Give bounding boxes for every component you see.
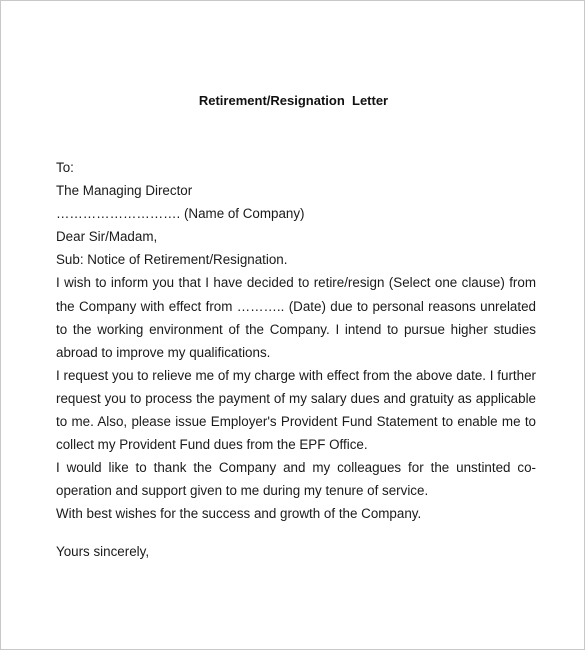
company-name-line: ………………………. (Name of Company) [56,206,305,222]
closing-wish: With best wishes for the success and growth of the Company. [56,506,422,522]
paragraph-2-line-1: I request you to relieve me of my charge with effect from the above date. I further [56,367,536,383]
paragraph-1-line-1: I wish to inform you that I have decided to retire/resign (Select one clause) from [56,275,536,291]
salutation: Dear Sir/Madam, [56,229,158,245]
subject-line: Sub: Notice of Retirement/Resignation. [56,252,288,268]
letter-title: Retirement/Resignation Letter [198,93,389,108]
paragraph-3-line-2: operation and support given to me during my tenure of service. [56,483,429,499]
paragraph-1-line-3: to the working environment of the Company. I intend to pursue higher studies [56,321,536,337]
paragraph-2-line-3: to me. Also, please issue Employer's Provident Fund Statement to enable me to [56,414,536,430]
letter-body [56,156,536,563]
sign-off: Yours sincerely, [56,543,150,559]
paragraph-2-line-4: collect my Provident Fund dues from the EPF Office. [56,437,368,453]
paragraph-1-line-2: the Company with effect from ……….. (Date) due to personal reasons unrelated [56,298,536,314]
recipient-line: The Managing Director [56,183,193,199]
spacer [56,526,536,540]
paragraph-1-line-4: abroad to improve my qualifications. [56,344,271,360]
paragraph-2-line-2: request you to process the payment of my salary dues and gratuity as applicable [56,390,536,406]
to-label: To: [56,160,74,175]
paragraph-3-line-1: I would like to thank the Company and my colleagues for the unstinted co- [56,460,536,476]
